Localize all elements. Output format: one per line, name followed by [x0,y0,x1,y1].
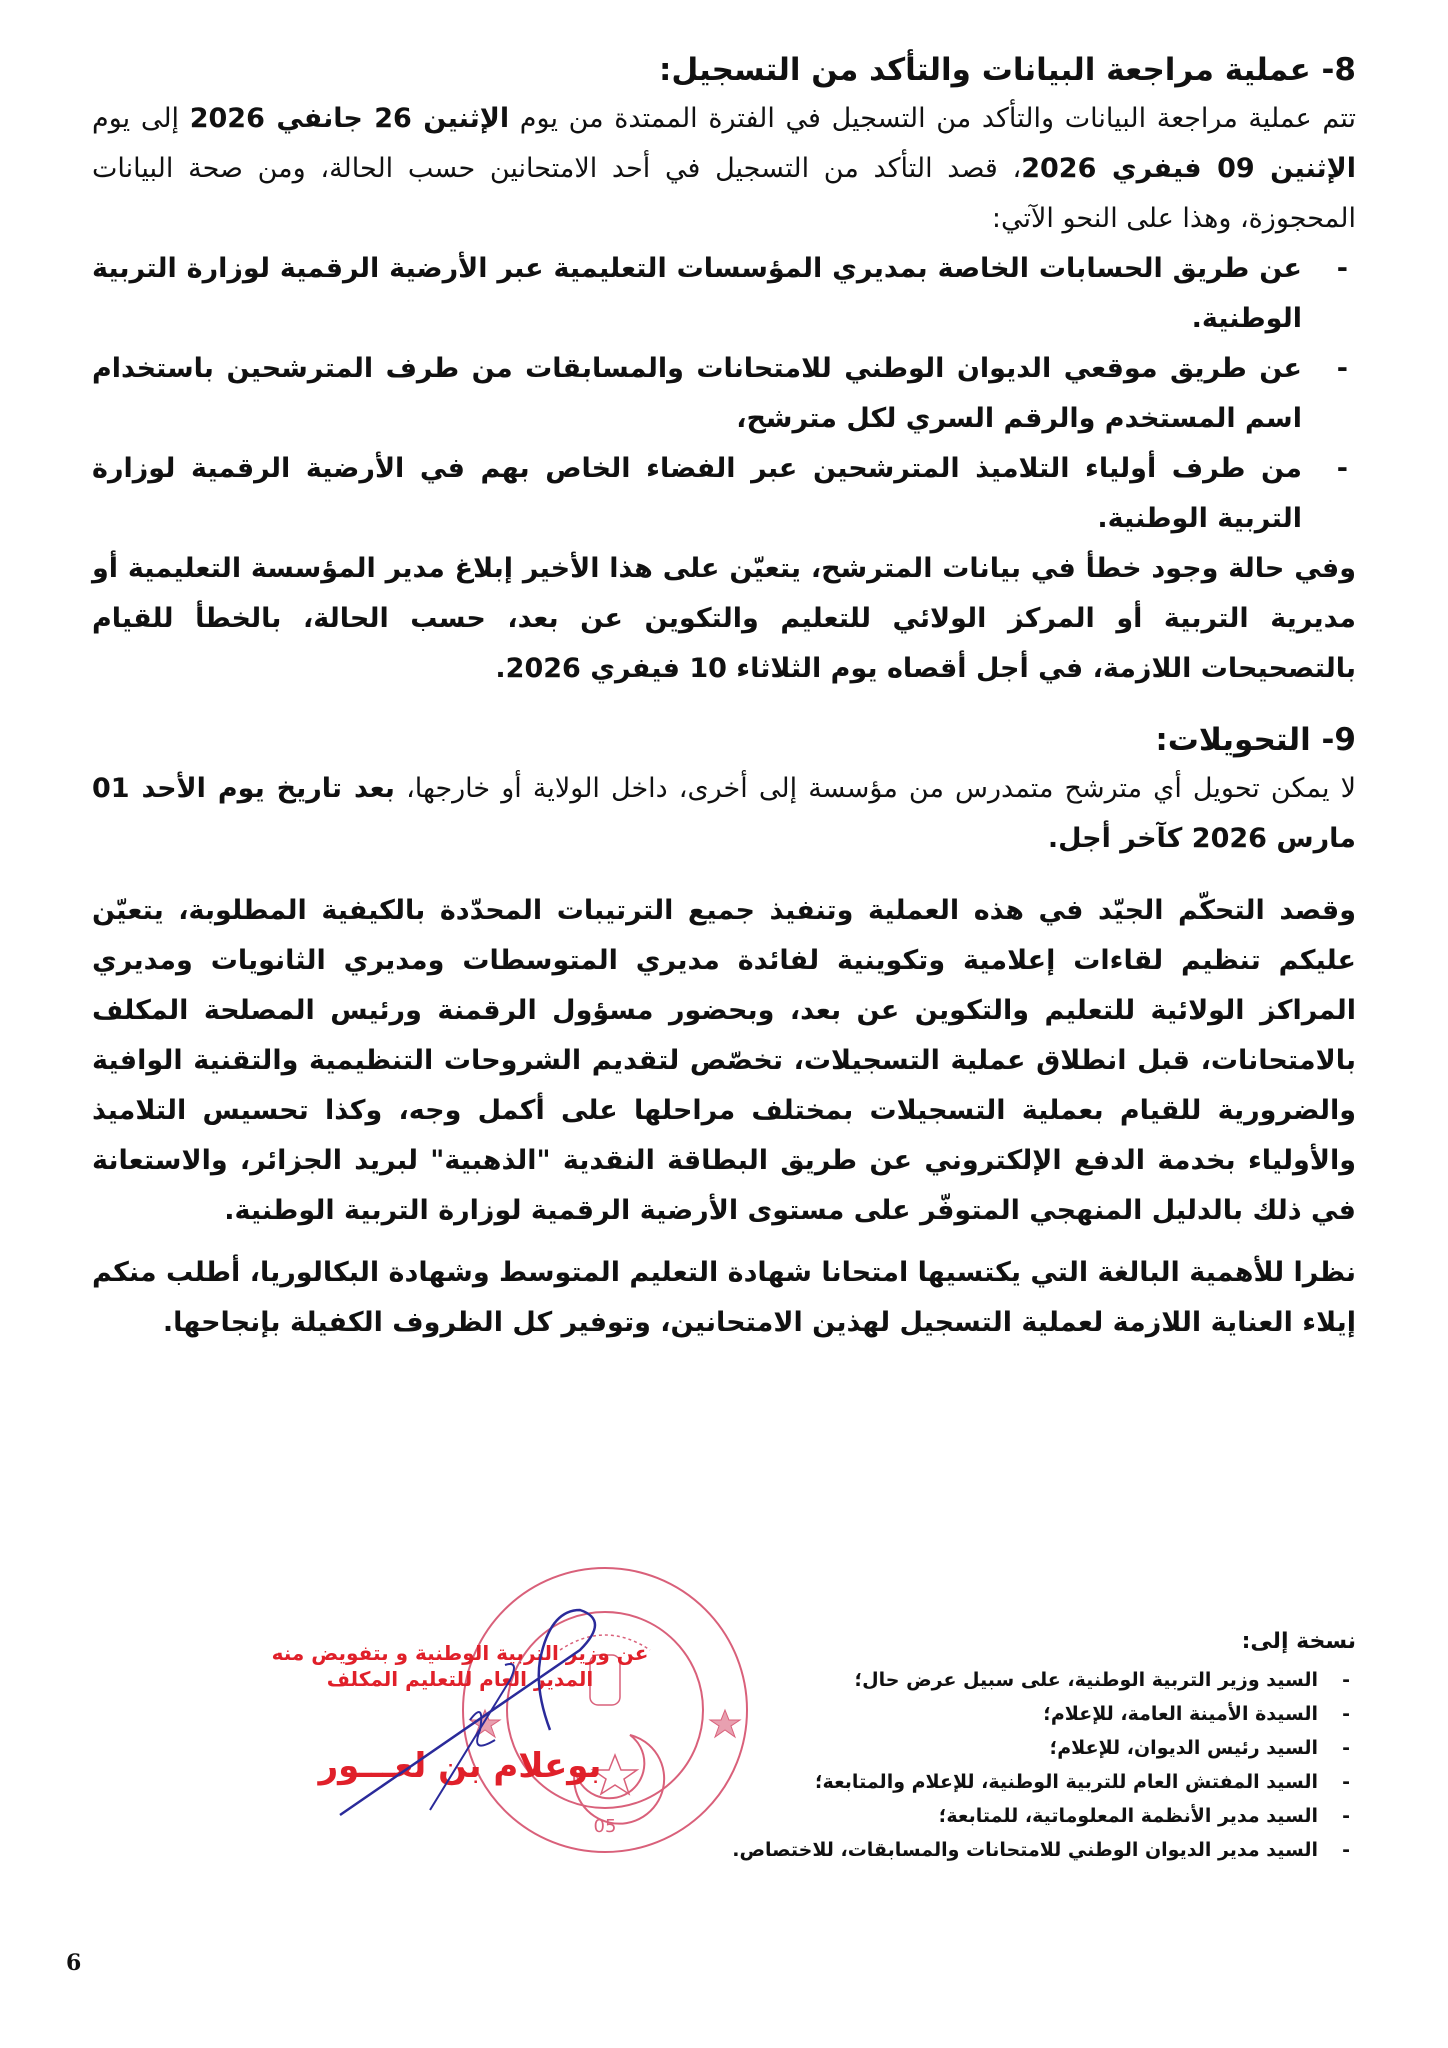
list-item: - السيد المفتش العام للتربية الوطنية، للإعلام والمتابعة؛ [796,1765,1356,1799]
signature-title: المدير العام للتعليم المكلف [326,1667,594,1691]
list-item: - السيد مدير الأنظمة المعلوماتية، للمتابعة؛ [796,1799,1356,1833]
transfer-text: لا يمكن تحويل أي مترشح متمدرس من مؤسسة إلى أخرى، داخل الولاية أو خارجها، [394,773,1356,804]
list-item: - السيد مدير الديوان الوطني للامتحانات والمسابقات، للاختصاص. [796,1833,1356,1867]
document-body [92,46,1356,1348]
signatory-name: بوعلام بن لعـــور [318,1746,602,1786]
signature-block [200,1640,720,1788]
error-notice: وفي حالة وجود خطأ في بيانات المترشح، يتعيّن على هذا الأخير إبلاغ مدير المؤسسة التعليمية أو مديرية التربية أو المركز الولائي للتعليم والتكوين عن بعد، حسب الحالة، بالخطأ للقيام بالتصحيحات اللازمة، في أجل أقصاه يوم الثلاثاء 10 فيفري 2026. [92,553,1356,684]
page-number: 6 [66,1950,82,1976]
closing-paragraph-1: وقصد التحكّم الجيّد في هذه العملية وتنفيذ جميع الترتيبات المحدّدة بالكيفية المطلوبة، يتعيّن عليكم تنظيم لقاءات إعلامية وتكوينية لفائدة مديري المتوسطات ومديري الثانويات ومديري المراكز الولائية للتعليم والتكوين عن بعد، وبحضور مسؤول الرقمنة ورئيس المصلحة المكلف بالامتحانات، قبل انطلاق عملية التسجيلات، تخصّص لتقديم الشروحات التنظيمية والتقنية الوافية والضرورية للقيام بعملية التسجيلات بمختلف مراحلها على أكمل وجه، وكذا تحسيس التلاميذ والأولياء بخدمة الدفع الإلكتروني عن طريق البطاقة النقدية "الذهبية" لبريد الجزائر، والاستعانة في ذلك بالدليل المنهجي المتوفّر على مستوى الأرضية الرقمية لوزارة التربية الوطنية. [92,895,1356,1226]
transfer-deadline: بعد تاريخ يوم الأحد 01 مارس 2026 كآخر أجل. [92,773,1356,854]
list-item: - عن طريق الحسابات الخاصة بمديري المؤسسات التعليمية عبر الأرضية الرقمية لوزارة التربية الوطنية. [92,244,1356,344]
section-9-text [92,764,1356,864]
closing-paragraph-2: نظرا للأهمية البالغة التي يكتسيها امتحانا شهادة التعليم المتوسط وشهادة البكالوريا، أطلب منكم إيلاء العناية اللازمة لعملية التسجيل لهذين الامتحانين، وتوفير كل الظروف الكفيلة بإنجاحها. [92,1257,1356,1338]
signature-authority: عن وزير التربية الوطنية و بتفويض منه [271,1641,649,1665]
intro-text: تتم عملية مراجعة البيانات والتأكد من التسجيل في الفترة الممتدة من يوم [509,103,1356,134]
list-item: - السيدة الأمينة العامة، للإعلام؛ [796,1697,1356,1731]
copy-to-list [732,1625,1356,1867]
intro-text: إلى يوم [92,103,190,134]
verification-methods-list [92,244,1356,544]
stamp-number: 05 [593,1816,617,1837]
section-8-title: 8- عملية مراجعة البيانات والتأكد من التسجيل: [658,52,1356,88]
list-item: - عن طريق موقعي الديوان الوطني للامتحانات والمسابقات من طرف المترشحين باستخدام اسم المستخدم والرقم السري لكل مترشح، [92,344,1356,444]
end-date: الإثنين 09 فيفري 2026 [1021,153,1356,184]
copy-to-title: نسخة إلى: [1241,1629,1356,1654]
list-item: - السيد رئيس الديوان، للإعلام؛ [796,1731,1356,1765]
section-9-title: 9- التحويلات: [1155,722,1356,758]
intro-text: ، قصد التأكد من التسجيل في أحد الامتحانين حسب الحالة، ومن صحة البيانات المحجوزة، وهذا على النحو الآتي: [92,153,1356,234]
list-item: - من طرف أولياء التلاميذ المترشحين عبر الفضاء الخاص بهم في الأرضية الرقمية لوزارة التربية الوطنية. [92,444,1356,544]
start-date: الإثنين 26 جانفي 2026 [189,103,510,134]
section-8-intro [92,94,1356,244]
list-item: - السيد وزير التربية الوطنية، على سبيل عرض حال؛ [796,1663,1356,1697]
